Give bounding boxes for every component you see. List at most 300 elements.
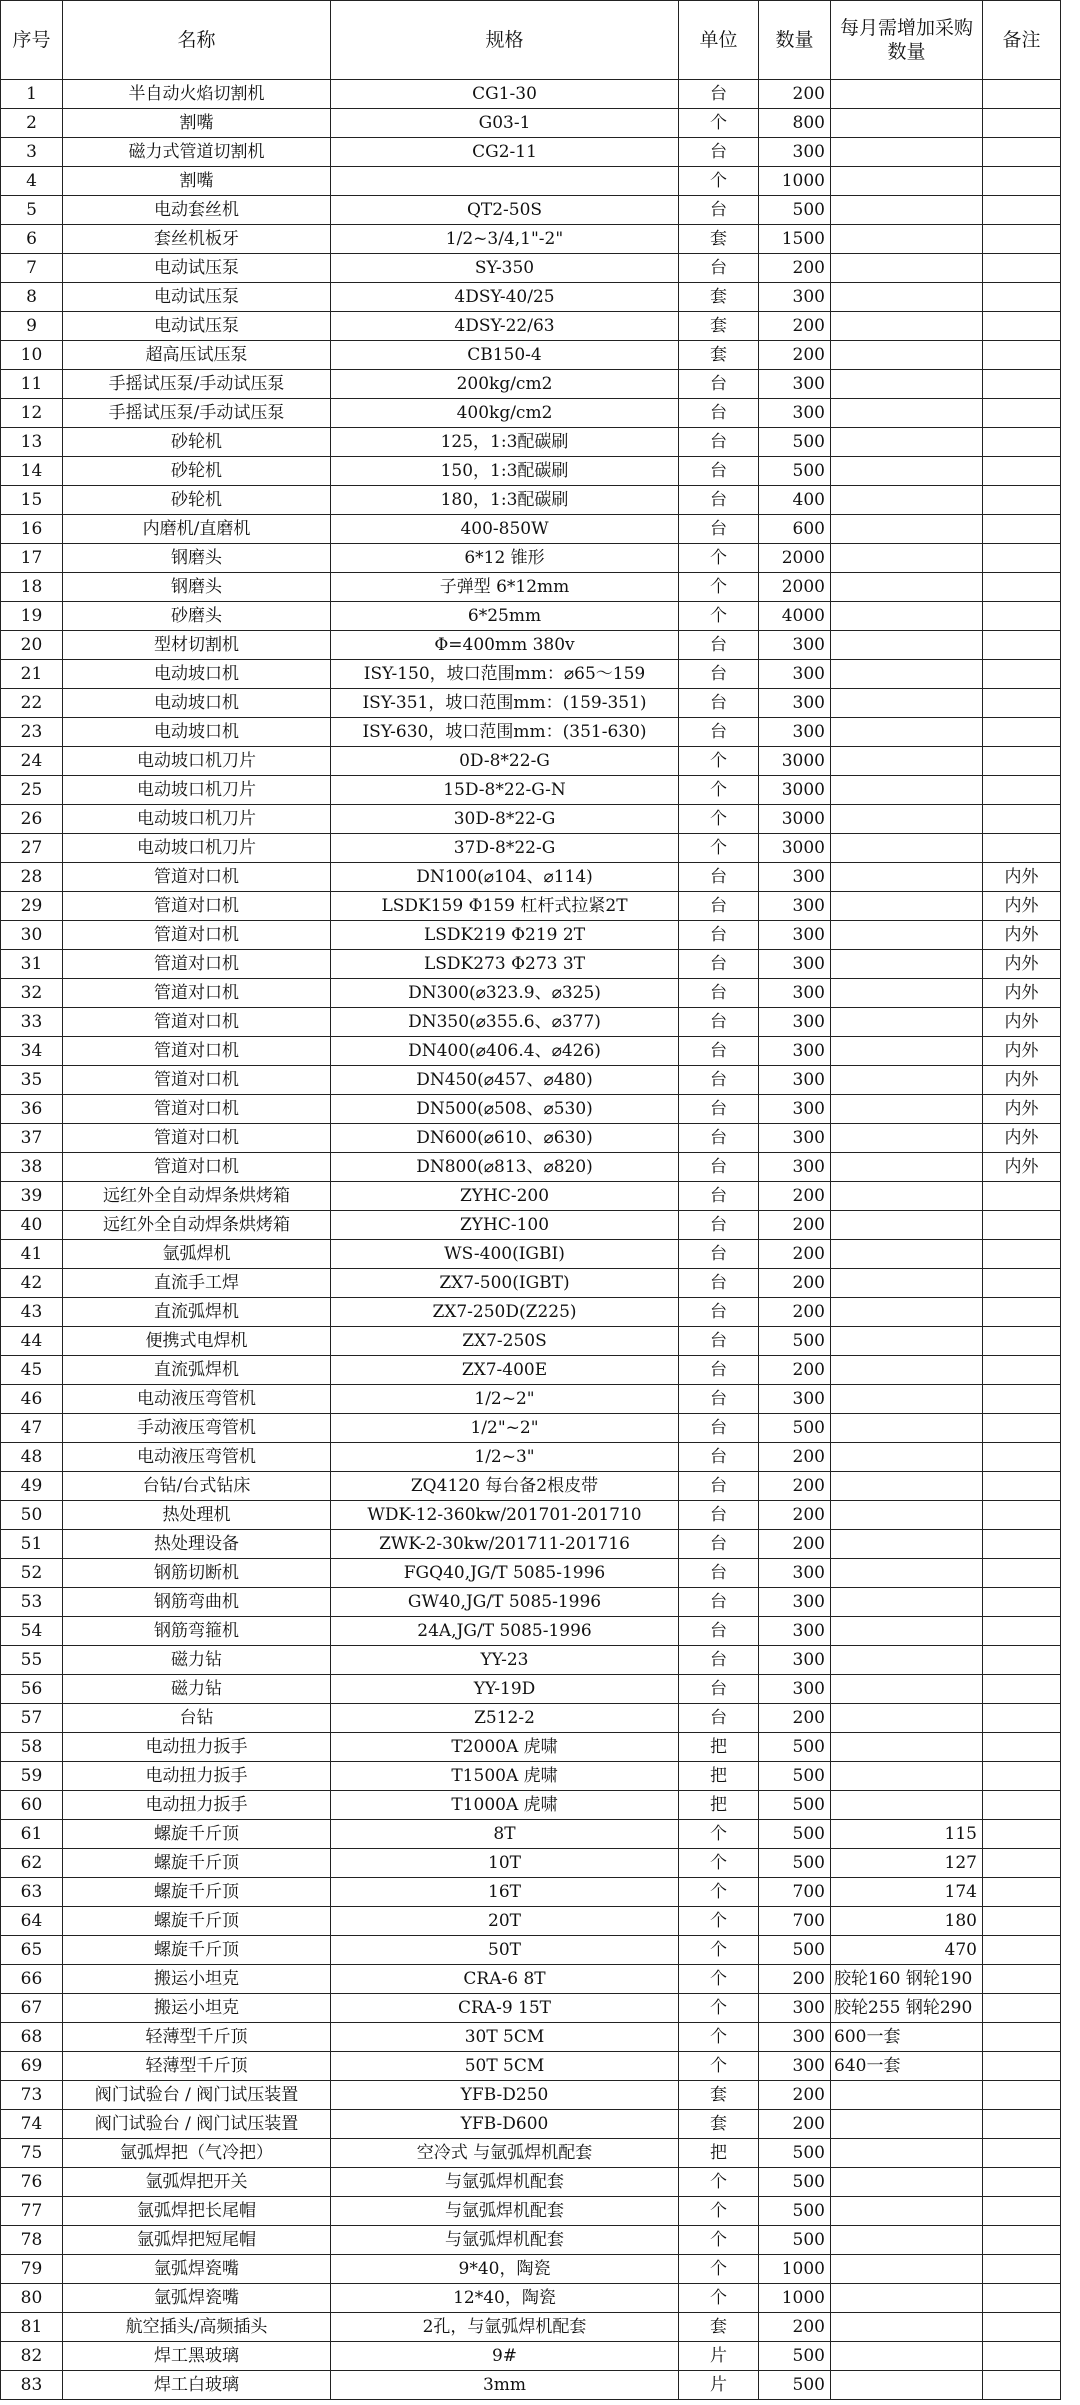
cell-name: 热处理机 [63,1501,331,1530]
cell-qty: 1500 [759,225,831,254]
cell-unit: 台 [679,892,759,921]
cell-spec: 0D-8*22-G [331,747,679,776]
cell-remark [983,1414,1061,1443]
table-row [1,805,1061,834]
cell-unit: 把 [679,2139,759,2168]
cell-spec: 16T [331,1878,679,1907]
cell-remark [983,1356,1061,1385]
cell-qty: 200 [759,1182,831,1211]
table-row [1,1675,1061,1704]
cell-monthly [831,979,983,1008]
table-row [1,1733,1061,1762]
cell-no: 74 [1,2110,63,2139]
cell-name: 电动液压弯管机 [63,1443,331,1472]
cell-spec: G03-1 [331,109,679,138]
cell-unit: 台 [679,1385,759,1414]
cell-name: 直流手工焊 [63,1269,331,1298]
table-row [1,1153,1061,1182]
cell-qty: 200 [759,1443,831,1472]
cell-monthly [831,1153,983,1182]
cell-remark [983,80,1061,109]
cell-monthly [831,573,983,602]
cell-unit: 台 [679,718,759,747]
cell-monthly [831,341,983,370]
cell-unit: 台 [679,1037,759,1066]
cell-no: 80 [1,2284,63,2313]
table-row [1,1994,1061,2023]
cell-name: 手摇试压泵/手动试压泵 [63,370,331,399]
cell-monthly [831,718,983,747]
cell-no: 23 [1,718,63,747]
cell-monthly [831,1733,983,1762]
cell-no: 66 [1,1965,63,1994]
cell-no: 58 [1,1733,63,1762]
table-row [1,1646,1061,1675]
cell-qty: 300 [759,1617,831,1646]
cell-name: 螺旋千斤顶 [63,1820,331,1849]
cell-remark [983,1820,1061,1849]
cell-name: 电动试压泵 [63,312,331,341]
cell-no: 78 [1,2226,63,2255]
table-row [1,1820,1061,1849]
cell-unit: 台 [679,1269,759,1298]
cell-no: 55 [1,1646,63,1675]
table-row [1,1965,1061,1994]
cell-no: 38 [1,1153,63,1182]
cell-monthly [831,921,983,950]
cell-monthly [831,2313,983,2342]
cell-no: 24 [1,747,63,776]
cell-unit: 台 [679,1588,759,1617]
table-row [1,80,1061,109]
cell-name: 手摇试压泵/手动试压泵 [63,399,331,428]
cell-unit: 个 [679,2255,759,2284]
cell-name: 焊工黑玻璃 [63,2342,331,2371]
cell-remark [983,283,1061,312]
cell-qty: 500 [759,1733,831,1762]
cell-name: 电动扭力扳手 [63,1791,331,1820]
cell-monthly [831,2081,983,2110]
cell-spec: 9*40，陶瓷 [331,2255,679,2284]
cell-name: 管道对口机 [63,1008,331,1037]
table-row [1,312,1061,341]
table-row [1,2052,1061,2081]
cell-remark: 内外 [983,1037,1061,1066]
cell-spec: 4DSY-40/25 [331,283,679,312]
cell-spec: 30D-8*22-G [331,805,679,834]
table-row [1,370,1061,399]
cell-no: 82 [1,2342,63,2371]
cell-no: 30 [1,921,63,950]
cell-qty: 300 [759,2052,831,2081]
cell-spec: ISY-351，坡口范围mm：(159-351) [331,689,679,718]
cell-qty: 200 [759,1965,831,1994]
cell-remark [983,2255,1061,2284]
cell-remark [983,1269,1061,1298]
cell-spec: 空冷式 与氩弧焊机配套 [331,2139,679,2168]
cell-qty: 200 [759,254,831,283]
cell-monthly [831,1356,983,1385]
cell-qty: 200 [759,1240,831,1269]
cell-unit: 个 [679,2226,759,2255]
cell-name: 砂轮机 [63,486,331,515]
cell-spec: 6*12 锥形 [331,544,679,573]
cell-monthly: 127 [831,1849,983,1878]
header-spec: 规格 [331,1,679,80]
cell-remark [983,834,1061,863]
cell-monthly: 174 [831,1878,983,1907]
cell-monthly [831,1443,983,1472]
cell-no: 81 [1,2313,63,2342]
cell-unit: 个 [679,805,759,834]
cell-unit: 把 [679,1791,759,1820]
cell-monthly [831,2168,983,2197]
cell-monthly [831,1617,983,1646]
cell-no: 14 [1,457,63,486]
cell-spec: DN500(⌀508、⌀530) [331,1095,679,1124]
table-row [1,167,1061,196]
cell-spec: CRA-9 15T [331,1994,679,2023]
cell-unit: 台 [679,486,759,515]
cell-remark: 内外 [983,1153,1061,1182]
cell-qty: 400 [759,486,831,515]
cell-monthly [831,1588,983,1617]
cell-no: 19 [1,602,63,631]
header-no: 序号 [1,1,63,80]
table-row [1,1066,1061,1095]
cell-remark [983,1907,1061,1936]
cell-no: 7 [1,254,63,283]
cell-monthly [831,747,983,776]
cell-unit: 台 [679,1240,759,1269]
cell-spec: Z512-2 [331,1704,679,1733]
cell-remark [983,225,1061,254]
table-row [1,1762,1061,1791]
cell-no: 83 [1,2371,63,2400]
cell-qty: 300 [759,979,831,1008]
cell-no: 27 [1,834,63,863]
table-row [1,747,1061,776]
cell-qty: 200 [759,1472,831,1501]
cell-unit: 套 [679,341,759,370]
cell-remark [983,805,1061,834]
cell-monthly [831,225,983,254]
cell-qty: 300 [759,2023,831,2052]
cell-name: 超高压试压泵 [63,341,331,370]
cell-unit: 台 [679,370,759,399]
cell-name: 氩弧焊瓷嘴 [63,2255,331,2284]
cell-qty: 300 [759,921,831,950]
cell-spec: 10T [331,1849,679,1878]
cell-remark [983,602,1061,631]
cell-name: 型材切割机 [63,631,331,660]
cell-monthly [831,1472,983,1501]
cell-remark [983,1704,1061,1733]
cell-name: 氩弧焊瓷嘴 [63,2284,331,2313]
cell-monthly: 470 [831,1936,983,1965]
cell-spec: WS-400(IGBI) [331,1240,679,1269]
table-row [1,544,1061,573]
cell-qty: 500 [759,2139,831,2168]
cell-remark [983,428,1061,457]
cell-spec [331,167,679,196]
cell-spec: DN300(⌀323.9、⌀325) [331,979,679,1008]
cell-qty: 300 [759,138,831,167]
cell-no: 56 [1,1675,63,1704]
cell-unit: 台 [679,1414,759,1443]
cell-remark [983,1675,1061,1704]
table-row [1,225,1061,254]
cell-unit: 台 [679,1501,759,1530]
cell-unit: 个 [679,1965,759,1994]
cell-qty: 200 [759,341,831,370]
cell-qty: 300 [759,892,831,921]
cell-name: 管道对口机 [63,1066,331,1095]
cell-name: 钢筋切断机 [63,1559,331,1588]
cell-monthly [831,805,983,834]
cell-qty: 200 [759,1298,831,1327]
table-row [1,428,1061,457]
cell-name: 管道对口机 [63,979,331,1008]
cell-monthly [831,312,983,341]
cell-name: 焊工白玻璃 [63,2371,331,2400]
cell-qty: 300 [759,631,831,660]
cell-spec: CG1-30 [331,80,679,109]
cell-remark [983,2081,1061,2110]
cell-remark [983,1240,1061,1269]
table-row [1,1443,1061,1472]
cell-spec: 180，1:3配碳刷 [331,486,679,515]
cell-spec: ZYHC-200 [331,1182,679,1211]
cell-unit: 个 [679,602,759,631]
cell-unit: 台 [679,1182,759,1211]
cell-spec: 15D-8*22-G-N [331,776,679,805]
cell-spec: DN350(⌀355.6、⌀377) [331,1008,679,1037]
cell-unit: 片 [679,2342,759,2371]
cell-unit: 个 [679,1907,759,1936]
cell-unit: 台 [679,631,759,660]
cell-remark [983,718,1061,747]
cell-spec: DN800(⌀813、⌀820) [331,1153,679,1182]
cell-name: 热处理设备 [63,1530,331,1559]
cell-remark [983,1559,1061,1588]
cell-unit: 台 [679,1211,759,1240]
cell-name: 电动坡口机刀片 [63,805,331,834]
cell-unit: 台 [679,80,759,109]
cell-remark [983,660,1061,689]
cell-qty: 200 [759,1269,831,1298]
cell-name: 管道对口机 [63,1095,331,1124]
cell-unit: 套 [679,2313,759,2342]
table-row [1,1385,1061,1414]
cell-spec: QT2-50S [331,196,679,225]
cell-name: 轻薄型千斤顶 [63,2023,331,2052]
table-row [1,2197,1061,2226]
table-row [1,631,1061,660]
cell-unit: 台 [679,660,759,689]
cell-qty: 600 [759,515,831,544]
cell-spec: 与氩弧焊机配套 [331,2226,679,2255]
cell-monthly [831,1414,983,1443]
cell-monthly [831,1008,983,1037]
cell-monthly [831,399,983,428]
cell-unit: 个 [679,2052,759,2081]
cell-qty: 200 [759,2313,831,2342]
cell-monthly [831,109,983,138]
cell-no: 51 [1,1530,63,1559]
cell-monthly [831,776,983,805]
cell-unit: 台 [679,1327,759,1356]
cell-no: 40 [1,1211,63,1240]
cell-remark [983,2168,1061,2197]
cell-no: 50 [1,1501,63,1530]
cell-qty: 500 [759,1820,831,1849]
cell-remark [983,776,1061,805]
cell-name: 直流弧焊机 [63,1298,331,1327]
cell-unit: 个 [679,2168,759,2197]
table-row [1,1182,1061,1211]
cell-spec: T2000A 虎啸 [331,1733,679,1762]
table-row [1,863,1061,892]
cell-unit: 片 [679,2371,759,2400]
cell-spec: 1/2"~2" [331,1414,679,1443]
cell-no: 9 [1,312,63,341]
cell-unit: 台 [679,1617,759,1646]
table-row [1,515,1061,544]
cell-no: 1 [1,80,63,109]
table-row [1,2110,1061,2139]
cell-spec: ZWK-2-30kw/201711-201716 [331,1530,679,1559]
cell-unit: 个 [679,1849,759,1878]
cell-no: 68 [1,2023,63,2052]
cell-remark [983,1965,1061,1994]
cell-remark [983,573,1061,602]
cell-qty: 200 [759,2081,831,2110]
cell-qty: 300 [759,1153,831,1182]
cell-monthly [831,602,983,631]
cell-name: 管道对口机 [63,1124,331,1153]
cell-monthly [831,2226,983,2255]
cell-name: 电动坡口机 [63,718,331,747]
cell-spec: DN600(⌀610、⌀630) [331,1124,679,1153]
cell-remark [983,254,1061,283]
table-row [1,2081,1061,2110]
table-row [1,196,1061,225]
cell-monthly [831,1037,983,1066]
cell-unit: 台 [679,863,759,892]
cell-qty: 500 [759,2342,831,2371]
cell-remark [983,1327,1061,1356]
table-row [1,1008,1061,1037]
cell-unit: 个 [679,2023,759,2052]
cell-name: 钢磨头 [63,544,331,573]
table-row [1,602,1061,631]
table-row [1,2255,1061,2284]
cell-name: 砂磨头 [63,602,331,631]
table-row [1,776,1061,805]
table-row [1,2226,1061,2255]
cell-spec: ISY-630，坡口范围mm：(351-630) [331,718,679,747]
table-row [1,660,1061,689]
cell-monthly [831,1298,983,1327]
cell-remark [983,2052,1061,2081]
cell-name: 磁力钻 [63,1675,331,1704]
cell-remark [983,312,1061,341]
table-row [1,1936,1061,1965]
cell-qty: 700 [759,1907,831,1936]
cell-name: 电动坡口机 [63,660,331,689]
table-row [1,1356,1061,1385]
cell-spec: 2孔，与氩弧焊机配套 [331,2313,679,2342]
cell-qty: 300 [759,863,831,892]
table-row [1,892,1061,921]
cell-remark [983,457,1061,486]
table-row [1,1269,1061,1298]
cell-name: 钢筋弯曲机 [63,1588,331,1617]
cell-monthly: 180 [831,1907,983,1936]
cell-spec: SY-350 [331,254,679,283]
cell-unit: 台 [679,1066,759,1095]
cell-no: 49 [1,1472,63,1501]
cell-qty: 300 [759,1675,831,1704]
cell-monthly [831,1385,983,1414]
cell-unit: 把 [679,1762,759,1791]
cell-unit: 个 [679,1936,759,1965]
cell-remark [983,1878,1061,1907]
cell-no: 32 [1,979,63,1008]
cell-name: 氩弧焊把（气冷把） [63,2139,331,2168]
header-remark: 备注 [983,1,1061,80]
cell-qty: 300 [759,1066,831,1095]
cell-qty: 300 [759,660,831,689]
cell-name: 氩弧焊机 [63,1240,331,1269]
cell-monthly [831,950,983,979]
cell-spec: 150，1:3配碳刷 [331,457,679,486]
cell-no: 60 [1,1791,63,1820]
cell-no: 64 [1,1907,63,1936]
cell-qty: 500 [759,2197,831,2226]
table-row [1,1530,1061,1559]
cell-no: 29 [1,892,63,921]
table-row [1,1327,1061,1356]
cell-spec: T1000A 虎啸 [331,1791,679,1820]
cell-monthly [831,1066,983,1095]
cell-spec: 20T [331,1907,679,1936]
cell-qty: 300 [759,1095,831,1124]
cell-unit: 个 [679,834,759,863]
cell-unit: 套 [679,283,759,312]
cell-spec: 125，1:3配碳刷 [331,428,679,457]
cell-no: 2 [1,109,63,138]
cell-name: 砂轮机 [63,457,331,486]
cell-name: 螺旋千斤顶 [63,1936,331,1965]
cell-remark [983,2284,1061,2313]
cell-qty: 1000 [759,2255,831,2284]
cell-qty: 500 [759,2226,831,2255]
cell-no: 16 [1,515,63,544]
cell-spec: 9# [331,2342,679,2371]
cell-name: 套丝机板牙 [63,225,331,254]
table-row [1,1878,1061,1907]
cell-name: 手动液压弯管机 [63,1414,331,1443]
cell-name: 内磨机/直磨机 [63,515,331,544]
cell-name: 远红外全自动焊条烘烤箱 [63,1211,331,1240]
cell-remark [983,167,1061,196]
cell-monthly [831,544,983,573]
cell-no: 21 [1,660,63,689]
cell-spec: 1/2~3" [331,1443,679,1472]
cell-name: 磁力钻 [63,1646,331,1675]
